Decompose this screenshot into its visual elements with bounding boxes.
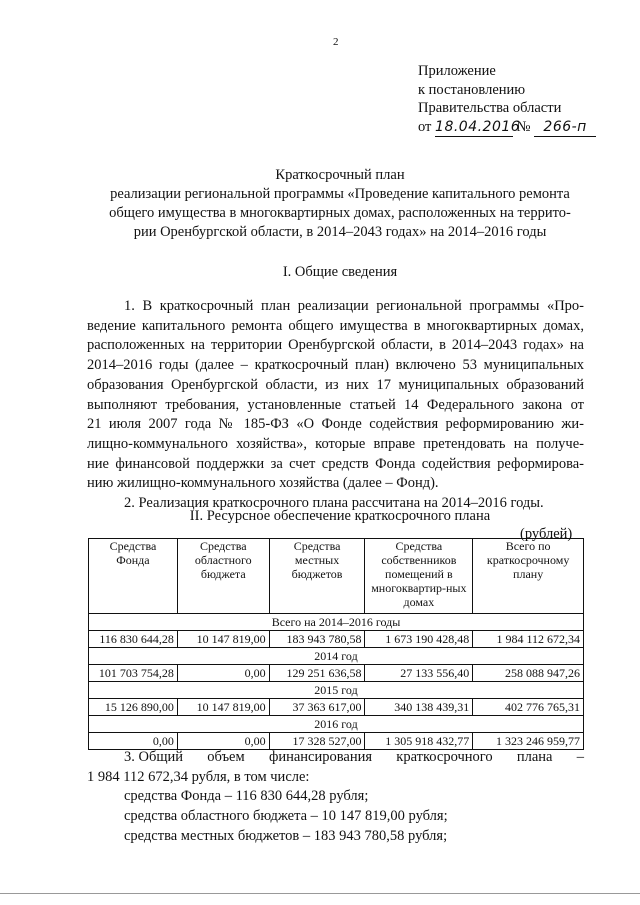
- table-cell: 0,00: [177, 665, 269, 682]
- word: 3. Общий: [124, 749, 184, 765]
- paragraph-line: расположенных на территории Оренбургской области, в 2014–2043 годах» на: [87, 337, 584, 354]
- table-cell: 116 830 644,28: [89, 631, 178, 648]
- number-sign: №: [516, 118, 531, 135]
- period-row: [89, 682, 584, 699]
- table-cell: 27 133 556,40: [365, 665, 473, 682]
- handwritten-date: 18.04.2016: [435, 118, 513, 138]
- table-cell: 10 147 819,00: [177, 631, 269, 648]
- appendix-line: Приложение: [418, 63, 496, 79]
- appendix-line: Правительства области: [418, 100, 562, 116]
- paragraph-line: 1 984 112 672,34 рубля, в том числе:: [87, 768, 310, 785]
- column-header: Всего по краткосрочному плану: [473, 539, 584, 614]
- paragraph-line: образования Оренбургской области, из них 17 муниципальных образований: [87, 376, 584, 393]
- title-line: реализации региональной программы «Проведение капитального ремонта: [110, 186, 570, 202]
- period-row: [89, 648, 584, 665]
- budget-table: [88, 538, 584, 750]
- table-cell: 402 776 765,31: [473, 699, 584, 716]
- paragraph-line: 1. В краткосрочный план реализации региональной программы «Про-: [124, 298, 584, 314]
- handwritten-number: 266-п: [534, 118, 596, 138]
- appendix-line: к постановлению: [418, 81, 526, 98]
- paragraph-1: [87, 297, 584, 514]
- document-title: [90, 166, 590, 242]
- paragraph-line: 2014–2016 годы (далее – краткосрочный план) включено 53 муниципальных: [87, 357, 584, 374]
- paragraph-3: [87, 748, 584, 847]
- table-row: [89, 699, 584, 716]
- table-cell: 0,00: [89, 733, 178, 750]
- table-cell: 10 147 819,00: [177, 699, 269, 716]
- table-row: [89, 733, 584, 750]
- period-row: [89, 614, 584, 631]
- word: плана: [516, 749, 553, 765]
- funding-item: средства Фонда – 116 830 644,28 рубля;: [124, 788, 369, 805]
- table-row: [89, 631, 584, 648]
- word: краткосрочного: [396, 749, 493, 765]
- title-line: Краткосрочный план: [275, 167, 405, 183]
- column-header: Средства собственников помещений в многоквартир-ных домах: [365, 539, 473, 614]
- word: финансирования: [268, 749, 373, 765]
- date-prefix: от: [418, 118, 432, 135]
- table-cell: 340 138 439,31: [365, 699, 473, 716]
- page-number: 2: [333, 36, 339, 48]
- period-label: 2016 год: [89, 716, 584, 733]
- table-header-row: [89, 539, 584, 614]
- table-cell: 17 328 527,00: [269, 733, 365, 750]
- period-row: [89, 716, 584, 733]
- period-label: 2014 год: [89, 648, 584, 665]
- paragraph-line: лищно-коммунального хозяйства», которые вправе претендовать на получе-: [87, 435, 584, 452]
- scan-edge-divider: [0, 893, 640, 894]
- word: объем: [207, 749, 245, 765]
- table-cell: 101 703 754,28: [89, 665, 178, 682]
- section-heading-resources: II. Ресурсное обеспечение краткосрочного плана: [189, 508, 491, 524]
- section-heading-general: I. Общие сведения: [282, 264, 398, 280]
- column-header: Средства Фонда: [89, 539, 178, 614]
- table-cell: 1 673 190 428,48: [365, 631, 473, 648]
- table-row: [89, 665, 584, 682]
- paragraph-line: нию жилищно-коммунального хозяйства (далее – Фонд).: [87, 475, 439, 492]
- table-cell: 1 305 918 432,77: [365, 733, 473, 750]
- title-line: общего имущества в многоквартирных домах, расположенных на террито-: [109, 205, 571, 221]
- column-header: Средства областного бюджета: [177, 539, 269, 614]
- table-cell: 183 943 780,58: [269, 631, 365, 648]
- period-label: Всего на 2014–2016 годы: [89, 614, 584, 631]
- paragraph-line: ние финансовой поддержки за счет средств Фонда содействия реформирова-: [87, 455, 584, 472]
- paragraph-2: 2. Реализация краткосрочного плана рассчитана на 2014–2016 годы.: [124, 495, 544, 512]
- word: –: [576, 749, 584, 765]
- paragraph-line: выполняют требования, установленные статьей 14 Федерального закона от: [87, 396, 584, 413]
- table-cell: 1 984 112 672,34: [473, 631, 584, 648]
- title-line: рии Оренбургской области, в 2014–2043 годах» на 2014–2016 годы: [133, 224, 547, 240]
- table-cell: 1 323 246 959,77: [473, 733, 584, 750]
- table-cell: 258 088 947,26: [473, 665, 584, 682]
- table-cell: 0,00: [177, 733, 269, 750]
- table-cell: 129 251 636,58: [269, 665, 365, 682]
- funding-item: средства областного бюджета – 10 147 819,00 рубля;: [124, 808, 448, 825]
- appendix-block: [418, 62, 596, 137]
- funding-item: средства местных бюджетов – 183 943 780,58 рубля;: [124, 827, 448, 844]
- currency-note: (рублей): [520, 526, 573, 542]
- paragraph-line: ведение капитального ремонта общего имущества в многоквартирных домах,: [87, 317, 584, 334]
- table-cell: 15 126 890,00: [89, 699, 178, 716]
- column-header: Средства местных бюджетов: [269, 539, 365, 614]
- appendix-date-line: [418, 118, 596, 138]
- paragraph-3-first-line: [87, 748, 584, 768]
- table-cell: 37 363 617,00: [269, 699, 365, 716]
- period-label: 2015 год: [89, 682, 584, 699]
- paragraph-line: 21 июля 2007 года № 185-ФЗ «О Фонде содействия реформированию жи-: [87, 416, 584, 433]
